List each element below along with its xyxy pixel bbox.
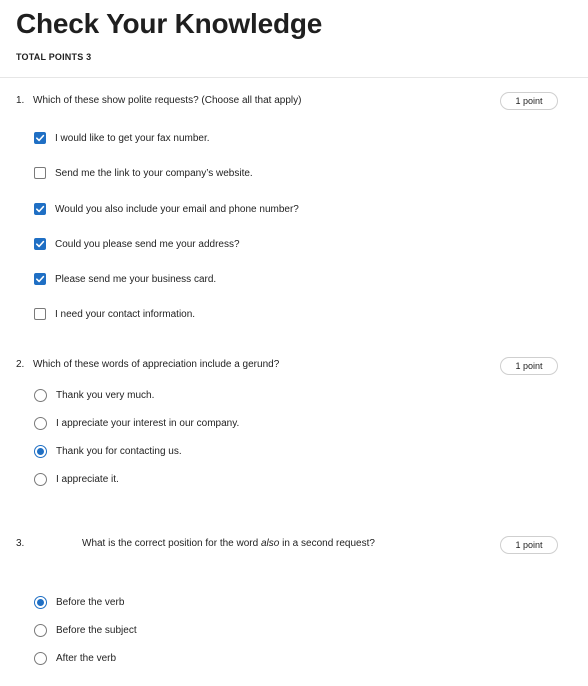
radio-button[interactable] (34, 596, 47, 609)
radio-button[interactable] (34, 652, 47, 665)
radio-button[interactable] (34, 417, 47, 430)
checkbox[interactable] (34, 203, 46, 215)
option-label: Thank you for contacting us. (56, 446, 182, 457)
question-2-option-3[interactable] (34, 445, 182, 458)
question-1-option-6[interactable] (34, 308, 195, 320)
question-1-option-4[interactable] (34, 238, 240, 250)
question-1-number: 1. (16, 95, 25, 106)
question-3-option-2[interactable] (34, 624, 137, 637)
question-3-option-3[interactable] (34, 652, 116, 665)
radio-selected-dot-icon (37, 599, 44, 606)
question-2-option-1[interactable] (34, 389, 154, 402)
checkbox[interactable] (34, 238, 46, 250)
question-3-number: 3. (16, 538, 25, 549)
option-label: Before the subject (56, 625, 137, 636)
radio-selected-dot-icon (37, 448, 44, 455)
checkmark-icon (35, 239, 45, 249)
question-3-text: What is the correct position for the word also in a second request? (82, 538, 375, 549)
radio-button[interactable] (34, 473, 47, 486)
checkbox[interactable] (34, 167, 46, 179)
question-3-option-1[interactable] (34, 596, 124, 609)
checkbox[interactable] (34, 273, 46, 285)
header-divider (0, 77, 588, 78)
question-2-option-2[interactable] (34, 417, 239, 430)
checkmark-icon (35, 204, 45, 214)
option-label: Send me the link to your company’s website. (55, 167, 253, 179)
option-label: After the verb (56, 653, 117, 664)
radio-button[interactable] (34, 445, 47, 458)
option-label: Would you also include your email and phone number? (55, 203, 299, 215)
question-1-points-badge: 1 point (500, 92, 558, 110)
question-2-number: 2. (16, 359, 25, 370)
question-1-option-3[interactable] (34, 203, 299, 215)
question-1-option-1[interactable] (34, 132, 210, 144)
option-label: I need your contact information. (55, 308, 196, 320)
option-label: Thank you very much. (56, 390, 155, 401)
checkmark-icon (35, 274, 45, 284)
question-2-text: Which of these words of appreciation include a gerund? (33, 359, 280, 370)
checkbox[interactable] (34, 308, 46, 320)
emphasized-word: also (260, 538, 280, 549)
page-title: Check Your Knowledge (16, 8, 323, 39)
question-1-option-5[interactable] (34, 273, 216, 285)
radio-button[interactable] (34, 624, 47, 637)
question-2-option-4[interactable] (34, 473, 119, 486)
question-1-option-2[interactable] (34, 167, 253, 179)
option-label: I appreciate it. (56, 474, 119, 485)
option-label: I appreciate your interest in our company. (56, 418, 240, 429)
option-label: Before the verb (56, 597, 125, 608)
question-3-points-badge: 1 point (500, 536, 558, 554)
option-label: I would like to get your fax number. (55, 132, 210, 144)
question-2-points-badge: 1 point (500, 357, 558, 375)
total-points-label: TOTAL POINTS 3 (16, 52, 92, 62)
option-label: Could you please send me your address? (55, 238, 240, 250)
question-1-text: Which of these show polite requests? (Choose all that apply) (33, 95, 302, 106)
radio-button[interactable] (34, 389, 47, 402)
checkbox[interactable] (34, 132, 46, 144)
option-label: Please send me your business card. (55, 273, 217, 285)
checkmark-icon (35, 133, 45, 143)
